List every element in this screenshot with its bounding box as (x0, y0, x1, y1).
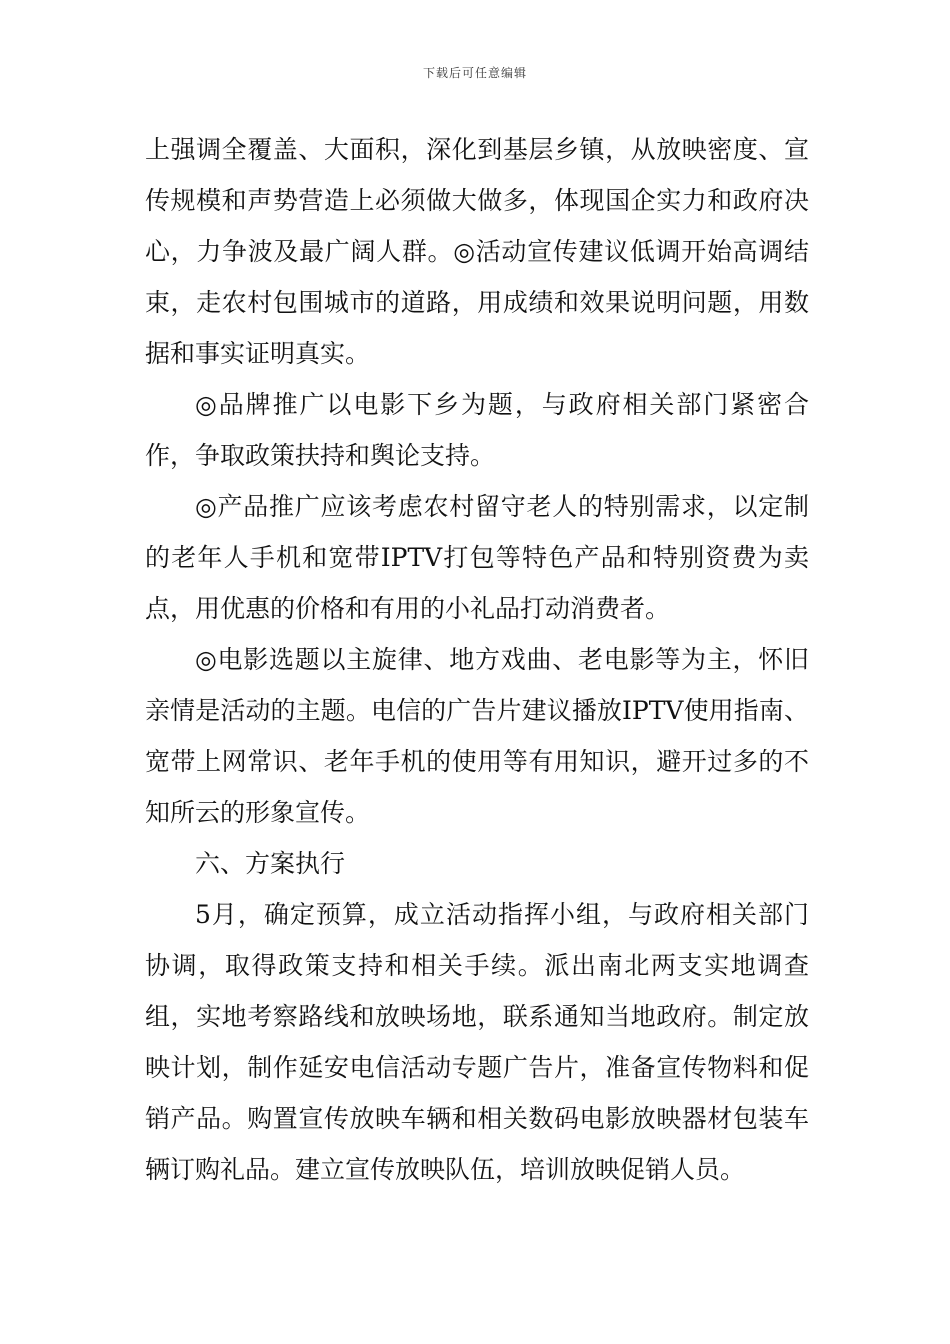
paragraph-product-promotion: ◎产品推广应该考虑农村留守老人的特别需求，以定制的老年人手机和宽带IPTV打包等特色产品和特别资费为卖点，用优惠的价格和有用的小礼品打动消费者。 (145, 492, 809, 623)
document-body (145, 124, 809, 1195)
page-header: 下载后可任意编辑 (422, 66, 527, 80)
paragraph-continued: 上强调全覆盖、大面积，深化到基层乡镇，从放映密度、宣传规模和声势营造上必须做大做多，体现国企实力和政府决心，力争波及最广阔人群。◎活动宣传建议低调开始高调结束，走农村包围城市的道路，用成绩和效果说明问题，用数据和事实证明真实。 (145, 135, 809, 368)
paragraph-brand-promotion: ◎品牌推广以电影下乡为题，与政府相关部门紧密合作，争取政策扶持和舆论支持。 (145, 390, 809, 470)
section-heading-execution: 六、方案执行 (195, 849, 346, 878)
paragraph-may-plan: 5月，确定预算，成立活动指挥小组，与政府相关部门协调，取得政策支持和相关手续。派出南北两支实地调查组，实地考察路线和放映场地，联系通知当地政府。制定放映计划，制作延安电信活动专题广告片，准备宣传物料和促销产品。购置宣传放映车辆和相关数码电影放映器材包装车辆订购礼品。建立宣传放映队伍，培训放映促销人员。 (145, 900, 809, 1184)
paragraph-film-selection: ◎电影选题以主旋律、地方戏曲、老电影等为主，怀旧亲情是活动的主题。电信的广告片建议播放IPTV使用指南、宽带上网常识、老年手机的使用等有用知识，避开过多的不知所云的形象宣传。 (145, 645, 809, 827)
